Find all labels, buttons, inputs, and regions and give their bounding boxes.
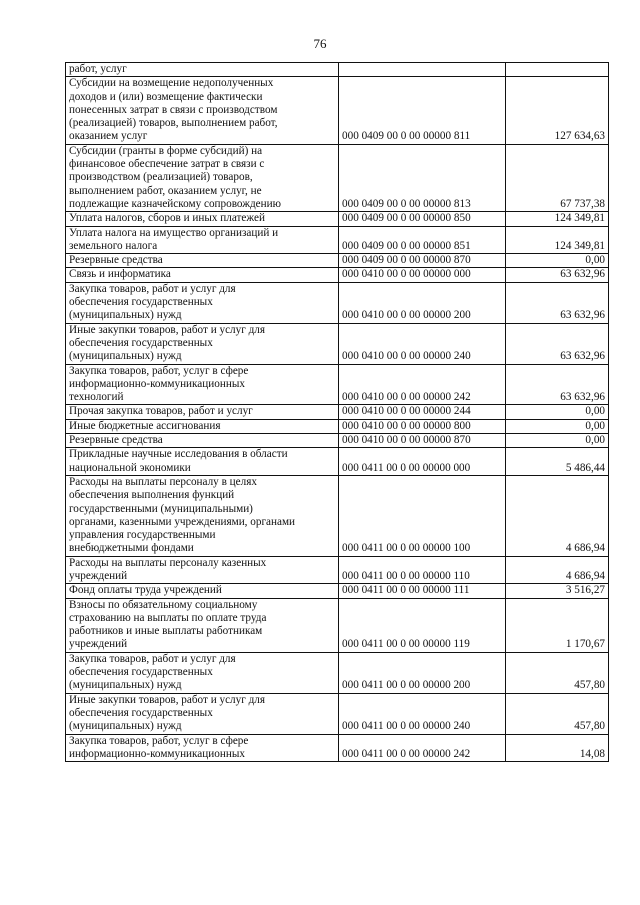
description-line: (муниципальных) нужд [69,720,182,733]
row-description [66,405,339,419]
row-code [339,63,506,77]
budget-table [65,62,609,762]
row-description [66,254,339,268]
row-amount: 63 632,96 [506,282,609,323]
table-row [66,598,609,652]
description-line: работников и иные выплаты работникам [69,625,263,638]
row-amount: 1 170,67 [506,598,609,652]
row-description [66,77,339,144]
row-description [66,584,339,598]
row-amount [506,63,609,77]
description-line: учреждений [69,569,128,582]
table-row [66,77,609,144]
table-row [66,584,609,598]
row-description [66,63,339,77]
description-line: технологий [69,391,124,404]
description-line: обеспечения выполнения функций [69,489,235,502]
table-row [66,693,609,734]
description-line: Прикладные научные исследования в области [69,448,288,461]
table-row [66,144,609,211]
description-line: оказанием услуг [69,130,148,143]
page-number: 76 [313,36,327,51]
table-row [66,734,609,762]
row-amount: 63 632,96 [506,364,609,405]
row-code: 000 0409 00 0 00 00000 870 [339,254,506,268]
table-row [66,268,609,282]
row-description [66,226,339,254]
row-description [66,475,339,556]
description-line: доходов и (или) возмещение фактически [69,90,263,103]
description-line: органами, казенными учреждениями, органами [69,515,296,528]
table-row [66,282,609,323]
description-line: обеспечения государственных [69,666,213,679]
description-line: понесенных затрат в связи с производством [69,103,278,116]
table-row [66,475,609,556]
row-description [66,144,339,211]
row-amount: 4 686,94 [506,556,609,584]
row-code: 000 0410 00 0 00 00000 870 [339,434,506,448]
table-row [66,254,609,268]
table-row [66,364,609,405]
row-amount: 457,80 [506,693,609,734]
row-code: 000 0409 00 0 00 00000 851 [339,226,506,254]
description-line: Уплата налога на имущество организаций и [69,226,279,239]
description-line: Субсидии (гранты в форме субсидий) на [69,144,263,157]
description-line: обеспечения государственных [69,296,213,309]
description-line: Уплата налогов, сборов и иных платежей [69,212,265,225]
row-code: 000 0411 00 0 00 00000 119 [339,598,506,652]
row-description [66,734,339,762]
description-line: Закупка товаров, работ, услуг в сфере [69,364,249,377]
row-code: 000 0411 00 0 00 00000 200 [339,652,506,693]
description-line: национальной экономики [69,461,191,474]
row-description [66,268,339,282]
row-code: 000 0411 00 0 00 00000 110 [339,556,506,584]
description-line: (муниципальных) нужд [69,679,182,692]
description-line: Фонд оплаты труда учреждений [69,584,222,597]
row-code: 000 0409 00 0 00 00000 811 [339,77,506,144]
description-line: (муниципальных) нужд [69,309,182,322]
description-line: Иные закупки товаров, работ и услуг для [69,693,266,706]
description-line: обеспечения государственных [69,336,213,349]
description-line: Прочая закупка товаров, работ и услуг [69,405,253,418]
table-row [66,448,609,476]
description-line: Взносы по обязательному социальному [69,598,258,611]
row-description [66,212,339,226]
description-line: земельного налога [69,239,158,252]
table-row [66,226,609,254]
table-row [66,323,609,364]
description-line: внебюджетными фондами [69,542,194,555]
row-amount: 124 349,81 [506,212,609,226]
description-line: учреждений [69,638,128,651]
description-line: Закупка товаров, работ и услуг для [69,282,236,295]
row-amount: 63 632,96 [506,323,609,364]
description-line: (муниципальных) нужд [69,350,182,363]
table-row [66,434,609,448]
row-code: 000 0410 00 0 00 00000 800 [339,419,506,433]
description-line: Закупка товаров, работ, услуг в сфере [69,734,249,747]
row-amount: 4 686,94 [506,475,609,556]
row-description [66,652,339,693]
row-code: 000 0409 00 0 00 00000 813 [339,144,506,211]
table-body [66,63,609,762]
row-amount: 5 486,44 [506,448,609,476]
row-amount: 0,00 [506,254,609,268]
description-line: работ, услуг [69,63,127,75]
row-amount: 127 634,63 [506,77,609,144]
row-amount: 0,00 [506,434,609,448]
row-code: 000 0410 00 0 00 00000 242 [339,364,506,405]
row-amount: 124 349,81 [506,226,609,254]
description-line: Иные бюджетные ассигнования [69,419,221,432]
row-description [66,556,339,584]
description-line: обеспечения государственных [69,706,213,719]
row-description [66,323,339,364]
table-row [66,652,609,693]
row-code: 000 0409 00 0 00 00000 850 [339,212,506,226]
description-line: страхованию на выплаты по оплате труда [69,611,267,624]
description-line: Закупка товаров, работ и услуг для [69,652,236,665]
row-code: 000 0411 00 0 00 00000 111 [339,584,506,598]
row-description [66,364,339,405]
table-row [66,405,609,419]
description-line: информационно-коммуникационных [69,747,245,760]
row-amount: 0,00 [506,405,609,419]
table-row [66,63,609,77]
row-code: 000 0410 00 0 00 00000 244 [339,405,506,419]
row-description [66,419,339,433]
description-line: Субсидии на возмещение недополученных [69,77,274,90]
description-line: Иные закупки товаров, работ и услуг для [69,323,266,336]
description-line: производством (реализацией) товаров, [69,171,253,184]
table-row [66,419,609,433]
description-line: Расходы на выплаты персоналу казенных [69,556,267,569]
description-line: подлежащие казначейскому сопровождению [69,197,281,210]
row-description [66,448,339,476]
table-row [66,556,609,584]
row-amount: 14,08 [506,734,609,762]
row-code: 000 0411 00 0 00 00000 100 [339,475,506,556]
row-description [66,693,339,734]
description-line: Резервные средства [69,254,163,267]
description-line: (реализацией) товаров, выполнением работ, [69,117,278,130]
row-code: 000 0411 00 0 00 00000 240 [339,693,506,734]
row-code: 000 0410 00 0 00 00000 200 [339,282,506,323]
description-line: управления государственными [69,529,216,542]
row-code: 000 0411 00 0 00 00000 000 [339,448,506,476]
row-code: 000 0411 00 0 00 00000 242 [339,734,506,762]
row-amount: 0,00 [506,419,609,433]
row-amount: 63 632,96 [506,268,609,282]
row-description [66,434,339,448]
row-code: 000 0410 00 0 00 00000 240 [339,323,506,364]
row-description [66,598,339,652]
row-description [66,282,339,323]
row-amount: 67 737,38 [506,144,609,211]
description-line: информационно-коммуникационных [69,377,245,390]
row-amount: 3 516,27 [506,584,609,598]
description-line: Расходы на выплаты персоналу в целях [69,475,257,488]
description-line: выполнением работ, оказанием услуг, не [69,184,262,197]
row-amount: 457,80 [506,652,609,693]
description-line: Резервные средства [69,434,163,447]
description-line: финансовое обеспечение затрат в связи с [69,158,265,171]
description-line: Связь и информатика [69,268,171,281]
table-row [66,212,609,226]
description-line: государственными (муниципальными) [69,502,253,515]
row-code: 000 0410 00 0 00 00000 000 [339,268,506,282]
